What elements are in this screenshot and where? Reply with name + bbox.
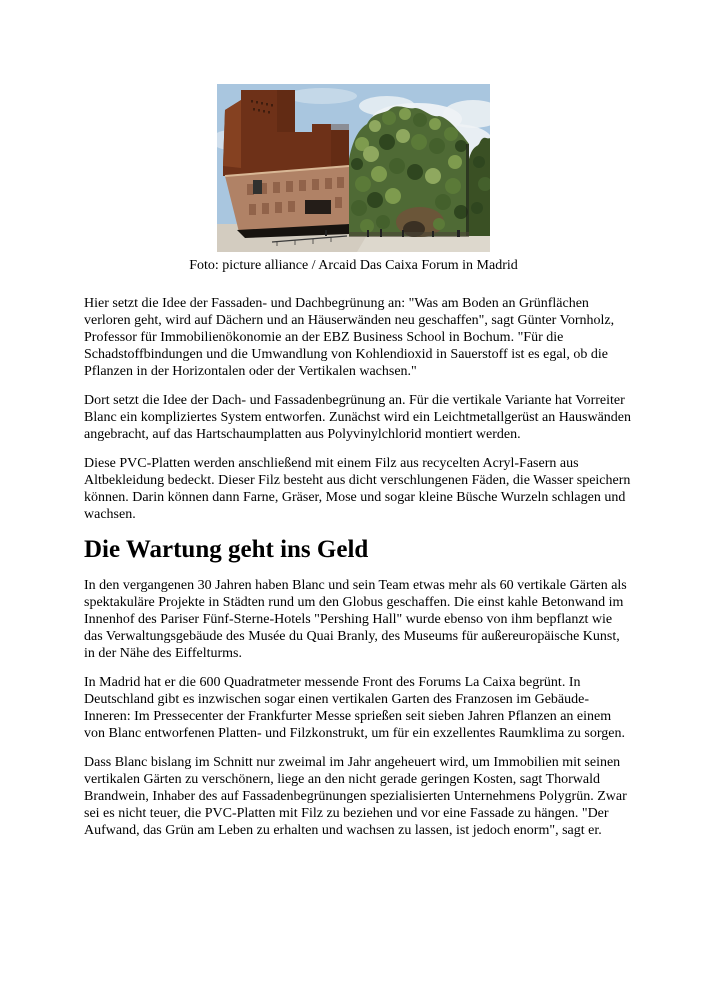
paragraph-fassaden-dachbegruenung: Hier setzt die Idee der Fassaden- und Dachbegrünung an: "Was am Boden an Grünflächen verloren geht, wird auf Dächern und an Häuserwänden neu geschaffen", sagt Günter Vornholz, Professor für Immobilienökonomie an der EBZ Business School in Bochum. "Für die Schadstoffbindungen und die Umwandlung von Kohlendioxid in Sauerstoff ist es egal, ob die Pflanzen in der Horizontalen oder der Vertikalen wachsen." [84,296,615,379]
section-heading: Die Wartung geht ins Geld [84,536,369,563]
photo-caption: Foto: picture alliance / Arcaid Das Caixa Forum in Madrid [189,258,518,273]
photo-trees [469,138,490,236]
caixa-forum-photo [217,84,490,252]
paragraph-blanc-system: Dort setzt die Idee der Dach- und Fassadenbegrünung an. Für die vertikale Variante hat Vorreiter Blanc ein kompliziertes System entworfen. Zunächst wird ein Leichtmetallgerüst an Hauswänden angebracht, auf das Hartschaumplatten aus Polyvinylchlorid montiert werden. [84,393,632,442]
paragraph-madrid-frankfurt: In Madrid hat er die 600 Quadratmeter messende Front des Forums La Caixa begrünt. In Deutschland gibt es inzwischen sogar einen vertikalen Garten des Franzosen im Gebäude-Inneren: Im Pressecenter der Frankfurter Messe sprießen seit sieben Jahren Pflanzen an einem von Blanc entworfenen Platten- und Filzkonstrukt, um für ein exzellentes Raumklima zu sorgen. [84,675,625,741]
paragraph-pvc-filz: Diese PVC-Platten werden anschließend mit einem Filz aus recycelten Acryl-Fasern aus Altbekleidung bedeckt. Dieser Filz besteht aus dicht verschlungenen Fäden, die Wasser speichern können. Darin können dann Farne, Gräser, Mose und sogar kleine Büsche Wurzeln schlagen und wachsen. [84,456,631,522]
article-body [84,288,631,851]
paragraph-30-jahre-projekte: In den vergangenen 30 Jahren haben Blanc und sein Team etwas mehr als 60 vertikale Gärten als spektakuläre Projekte in Städten rund um den Globus geschaffen. Die einst kahle Betonwand im Innenhof des Pariser Fünf-Sterne-Hotels "Pershing Hall" wurde ebenso von ihm bepflanzt wie das Verwaltungsgebäude des Musée du Quai Branly, des Museums für außereuropäische Kunst, in der Nähe des Eiffelturms. [84,578,627,661]
paragraph-kosten-brandwein: Dass Blanc bislang im Schnitt nur zweimal im Jahr angeheuert wird, um Immobilien mit seinen vertikalen Gärten zu verschönern, liege an den nicht gerade geringen Kosten, sagt Thorwald Brandwein, Inhaber des auf Fassadenbegrünungen spezialisierten Unternehmens Polygrün. Zwar sei es nicht teuer, die PVC-Platten mit Filz zu beziehen und vor eine Fassade zu hängen. "Der Aufwand, das Grün am Leben zu erhalten und wachsen zu lassen, ist jedoch enorm", sagt er. [84,755,627,838]
caixa-forum-photo-illustration [217,84,490,252]
photo-vertical-garden [349,106,469,237]
photo-brick-building [225,166,349,232]
